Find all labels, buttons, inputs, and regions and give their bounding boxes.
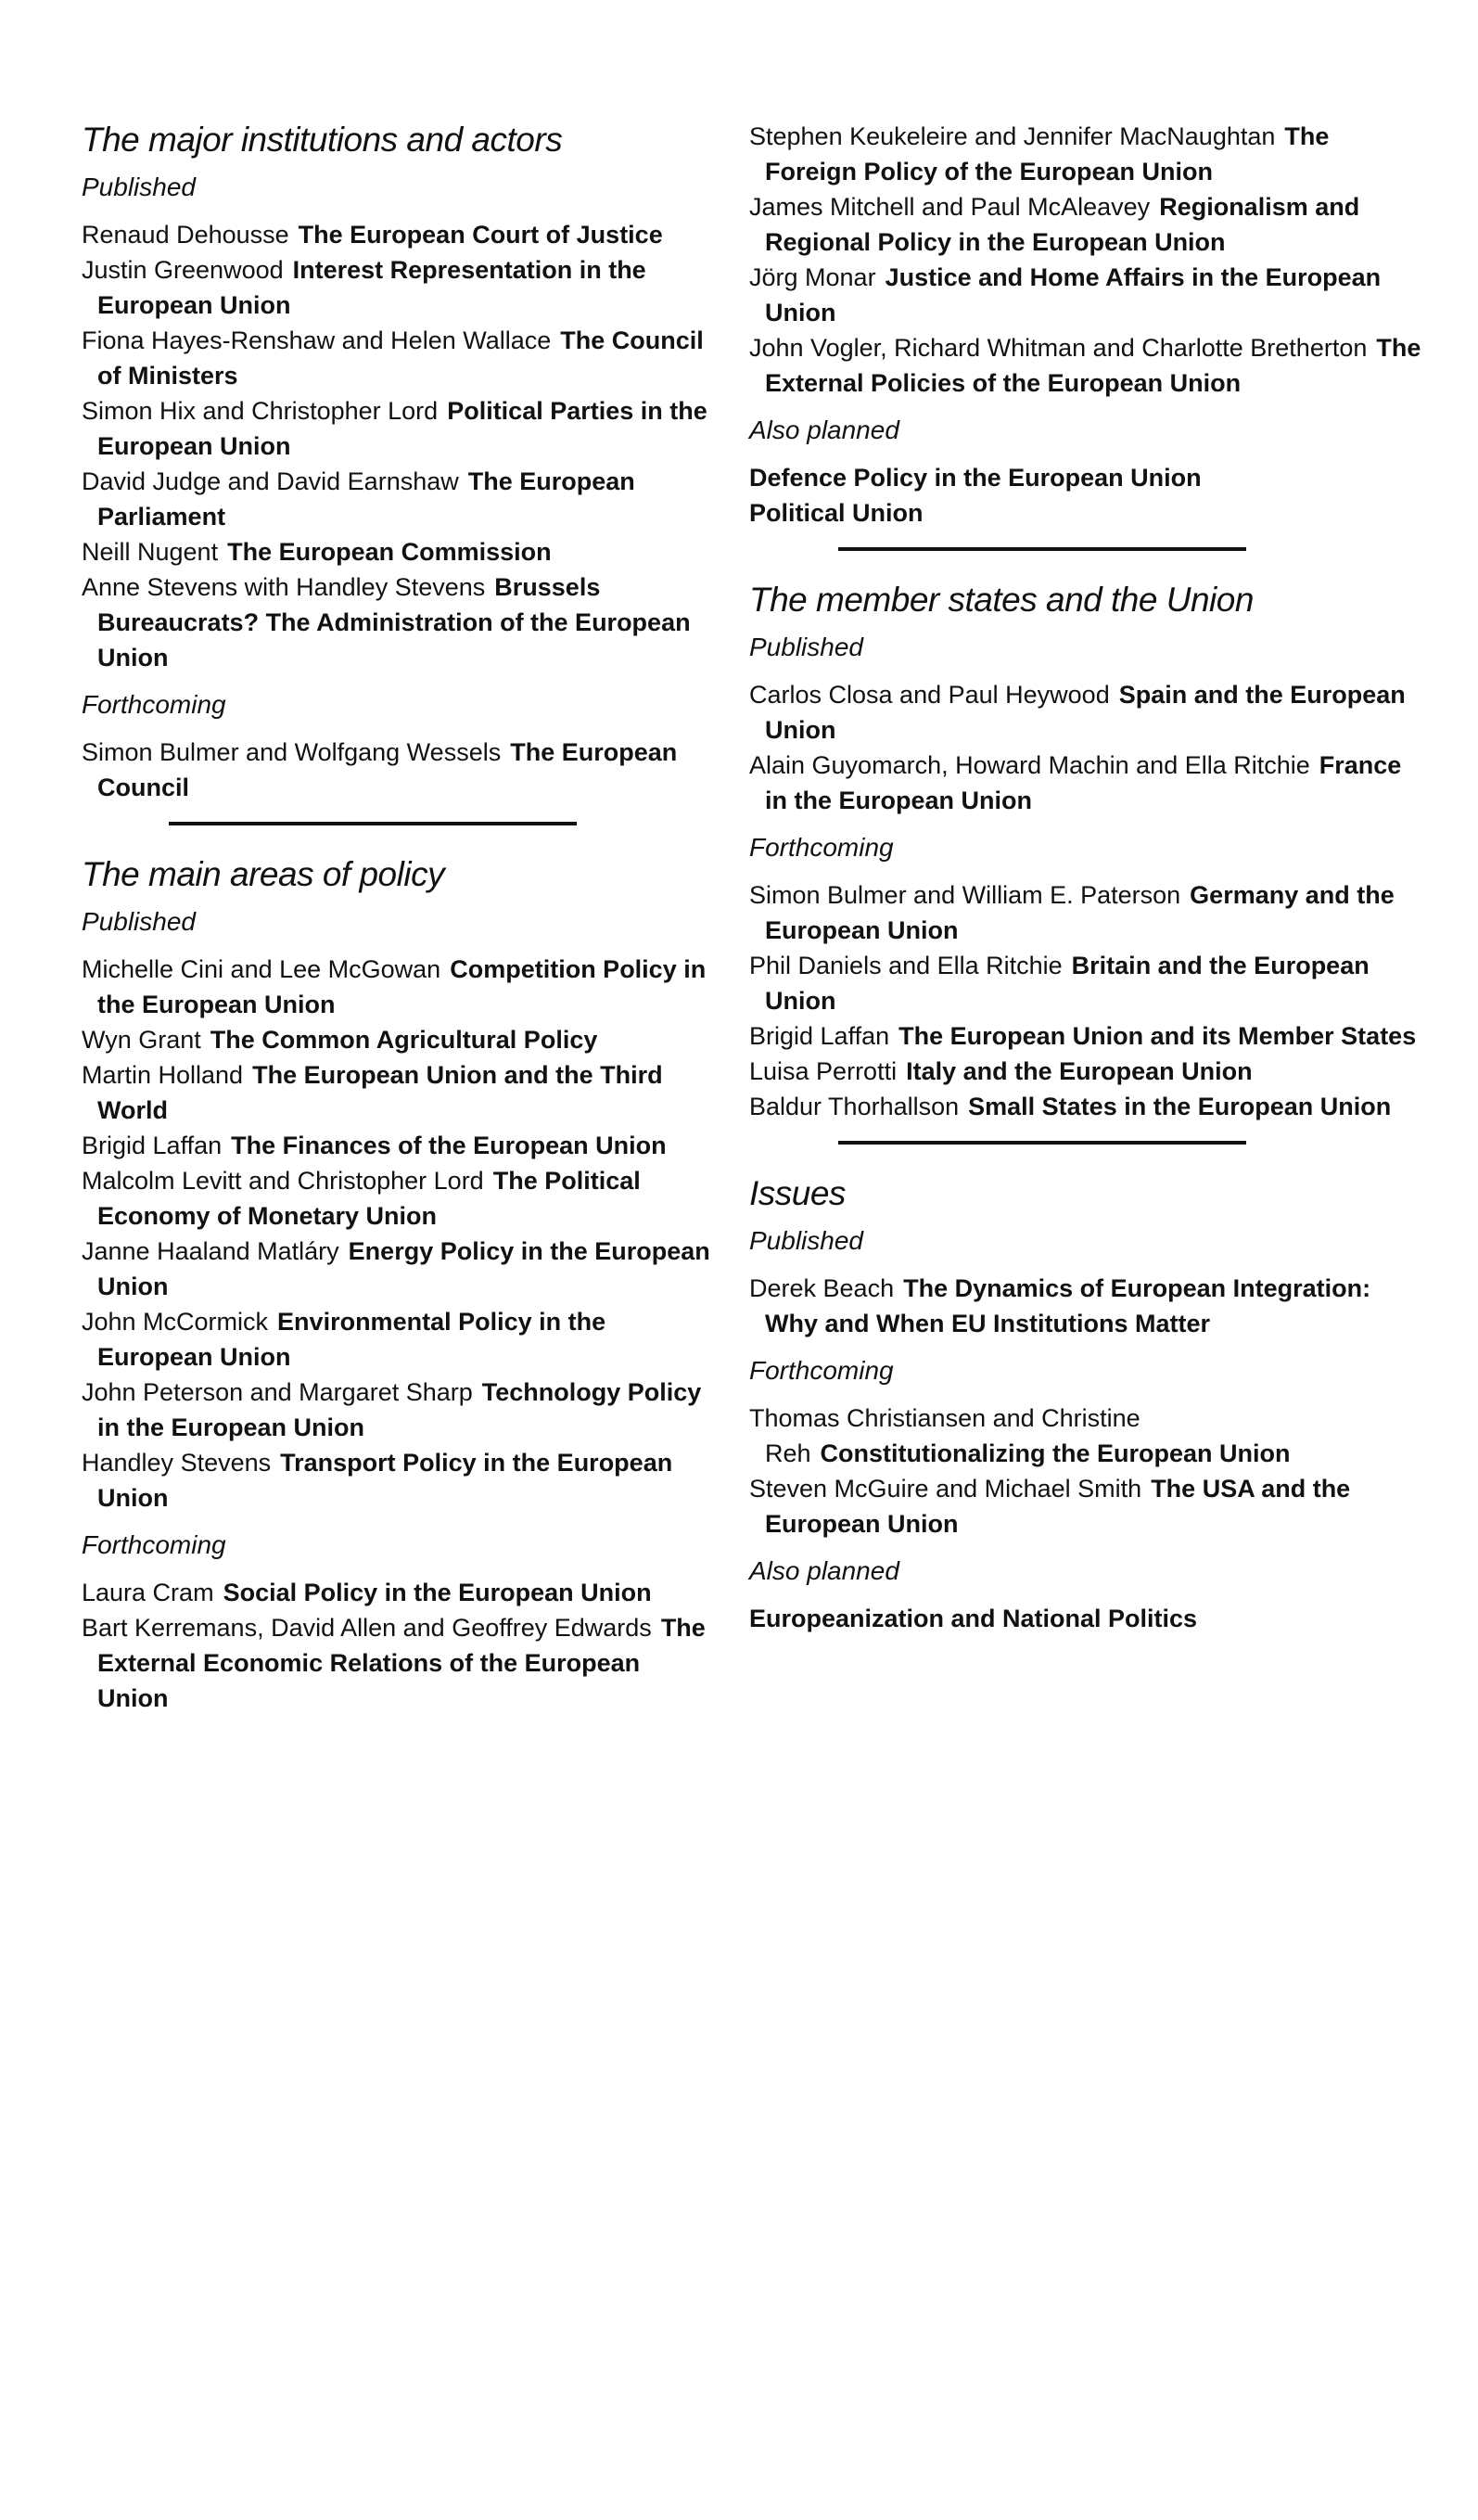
entry-list [82, 217, 712, 675]
entry-author: Stephen Keukeleire and Jennifer MacNaughtan [749, 122, 1276, 150]
entry-author: Laura Cram [82, 1579, 214, 1606]
list-item [749, 948, 1426, 1018]
entry-author: Thomas Christiansen and Christine Reh [749, 1404, 1140, 1467]
list-item [82, 1445, 712, 1516]
entry-title: The European Court of Justice [298, 221, 663, 249]
group-label: Also planned [749, 1556, 899, 1585]
entry-list [749, 1271, 1426, 1341]
entry-author: Luisa Perrotti [749, 1057, 898, 1085]
entry-author: Wyn Grant [82, 1026, 201, 1054]
entry-author: Renaud Dehousse [82, 221, 289, 249]
entry-author: Malcolm Levitt and Christopher Lord [82, 1167, 484, 1195]
list-item [82, 323, 712, 393]
list-item [82, 534, 712, 569]
list-item [749, 330, 1426, 401]
entry-author: Baldur Thorhallson [749, 1093, 960, 1120]
list-item [749, 748, 1426, 818]
group-label: Also planned [749, 416, 899, 444]
entry-title: The External Policies of the European Union [765, 334, 1421, 397]
entry-list [82, 952, 712, 1516]
section-member-states [749, 579, 1426, 1124]
group-label: Published [82, 907, 196, 936]
list-item [82, 1304, 712, 1375]
entry-author: Martin Holland [82, 1061, 244, 1089]
entry-title: The Finances of the European Union [231, 1132, 667, 1159]
entry-author: Phil Daniels and Ella Ritchie [749, 952, 1063, 979]
entry-title: Justice and Home Affairs in the European Union [765, 263, 1382, 326]
list-item [82, 464, 712, 534]
list-item [749, 260, 1426, 330]
entry-author: Jörg Monar [749, 263, 876, 291]
entry-title: The European Union and the Third World [97, 1061, 663, 1124]
entry-title: The Foreign Policy of the European Union [765, 122, 1330, 185]
entry-title: France in the European Union [765, 751, 1402, 814]
group-label: Forthcoming [82, 690, 226, 719]
list-item [82, 569, 712, 675]
entry-author: Janne Haaland Matláry [82, 1237, 339, 1265]
entry-author: John Peterson and Margaret Sharp [82, 1378, 473, 1406]
list-item [749, 189, 1426, 260]
entry-author: Alain Guyomarch, Howard Machin and Ella Ritchie [749, 751, 1310, 779]
list-item [749, 1054, 1426, 1089]
list-item [82, 1610, 712, 1716]
entry-title: The European Union and its Member States [898, 1022, 1417, 1050]
entry-title: Italy and the European Union [906, 1057, 1253, 1085]
entry-title: The Dynamics of European Integration: Why and When EU Institutions Matter [765, 1274, 1371, 1337]
list-item [749, 677, 1426, 748]
entry-title: The USA and the European Union [765, 1475, 1351, 1538]
section-issues [749, 1172, 1426, 1636]
section-divider [838, 547, 1246, 551]
group-label: Published [82, 173, 196, 201]
entry-title: Constitutionalizing the European Union [820, 1439, 1291, 1467]
entry-list [82, 735, 712, 805]
list-item [82, 217, 712, 252]
entry-list [82, 1575, 712, 1716]
list-item [82, 1575, 712, 1610]
list-item [82, 252, 712, 323]
entry-title: The European Parliament [97, 467, 635, 531]
list-item [82, 1057, 712, 1128]
section-institutions [82, 119, 712, 805]
entry-title: Competition Policy in the European Union [97, 955, 707, 1018]
entry-list [749, 1401, 1426, 1541]
entry-title: The European Commission [227, 538, 552, 566]
entry-title: The European Council [97, 738, 678, 801]
entry-title: Interest Representation in the European Union [97, 256, 646, 319]
list-item [749, 1089, 1426, 1124]
list-item [82, 1234, 712, 1304]
entry-author: David Judge and David Earnshaw [82, 467, 459, 495]
entry-author: Derek Beach [749, 1274, 895, 1302]
group-label: Forthcoming [82, 1530, 226, 1559]
list-item [749, 877, 1426, 948]
list-item [749, 1601, 1426, 1636]
list-item [749, 495, 1426, 531]
list-item [82, 1375, 712, 1445]
list-item [82, 393, 712, 464]
entry-author: Handley Stevens [82, 1449, 272, 1477]
list-item [82, 1128, 712, 1163]
entry-title: Defence Policy in the European Union [749, 464, 1202, 492]
entry-title: Technology Policy in the European Union [97, 1378, 702, 1441]
entry-title: The Political Economy of Monetary Union [97, 1167, 641, 1230]
list-item [82, 735, 712, 805]
entry-title: Political Union [749, 499, 924, 527]
entry-author: Brigid Laffan [749, 1022, 890, 1050]
entry-title: Social Policy in the European Union [223, 1579, 652, 1606]
entry-title: Environmental Policy in the European Union [97, 1308, 606, 1371]
entry-title: Regionalism and Regional Policy in the European Union [765, 193, 1360, 256]
entry-author: James Mitchell and Paul McAleavey [749, 193, 1151, 221]
list-item [749, 1271, 1426, 1341]
list-item [82, 1022, 712, 1057]
section-title: The major institutions and actors [82, 121, 563, 159]
group-label: Published [749, 1226, 863, 1255]
entry-list-continued [749, 119, 1426, 401]
entry-title: The External Economic Relations of the European Union [97, 1614, 706, 1712]
group-label: Forthcoming [749, 833, 894, 862]
section-title: The member states and the Union [749, 581, 1254, 619]
entry-list [749, 460, 1426, 531]
entry-title: Small States in the European Union [968, 1093, 1392, 1120]
entry-list [749, 677, 1426, 818]
group-label: Published [749, 633, 863, 661]
section-divider [169, 822, 577, 825]
entry-title: Britain and the European Union [765, 952, 1370, 1015]
group-label: Forthcoming [749, 1356, 894, 1385]
entry-author: Fiona Hayes-Renshaw and Helen Wallace [82, 326, 552, 354]
entry-author: Simon Bulmer and Wolfgang Wessels [82, 738, 502, 766]
entry-title: Political Parties in the European Union [97, 397, 707, 460]
entry-title: The Council of Ministers [97, 326, 704, 390]
entry-author: Carlos Closa and Paul Heywood [749, 681, 1110, 709]
entry-list [749, 1601, 1426, 1636]
entry-author: Anne Stevens with Handley Stevens [82, 573, 486, 601]
entry-author: John Vogler, Richard Whitman and Charlotte Bretherton [749, 334, 1368, 362]
entry-title: Brussels Bureaucrats? The Administration of the European Union [97, 573, 691, 672]
entry-title: Europeanization and National Politics [749, 1605, 1198, 1632]
entry-title: The Common Agricultural Policy [210, 1026, 598, 1054]
entry-author: Neill Nugent [82, 538, 219, 566]
list-item [749, 1471, 1426, 1541]
list-item [749, 1018, 1426, 1054]
section-title: The main areas of policy [82, 855, 445, 893]
entry-author: Simon Bulmer and William E. Paterson [749, 881, 1181, 909]
entry-author: Brigid Laffan [82, 1132, 223, 1159]
entry-title: Spain and the European Union [765, 681, 1406, 744]
entry-list [749, 877, 1426, 1124]
entry-title: Germany and the European Union [765, 881, 1395, 944]
right-column [749, 119, 1426, 1649]
left-column [82, 119, 712, 1729]
list-item [749, 119, 1426, 189]
section-title: Issues [749, 1174, 846, 1212]
entry-author: Bart Kerremans, David Allen and Geoffrey Edwards [82, 1614, 652, 1642]
list-item [82, 1163, 712, 1234]
section-divider [838, 1141, 1246, 1145]
entry-title: Transport Policy in the European Union [97, 1449, 673, 1512]
entry-title: Energy Policy in the European Union [97, 1237, 710, 1300]
entry-author: Justin Greenwood [82, 256, 284, 284]
entry-author: John McCormick [82, 1308, 269, 1336]
list-item [82, 952, 712, 1022]
list-item [749, 1401, 1426, 1471]
section-policy [82, 853, 712, 1716]
entry-author: Simon Hix and Christopher Lord [82, 397, 439, 425]
list-item [749, 460, 1426, 495]
entry-author: Steven McGuire and Michael Smith [749, 1475, 1142, 1503]
entry-author: Michelle Cini and Lee McGowan [82, 955, 441, 983]
